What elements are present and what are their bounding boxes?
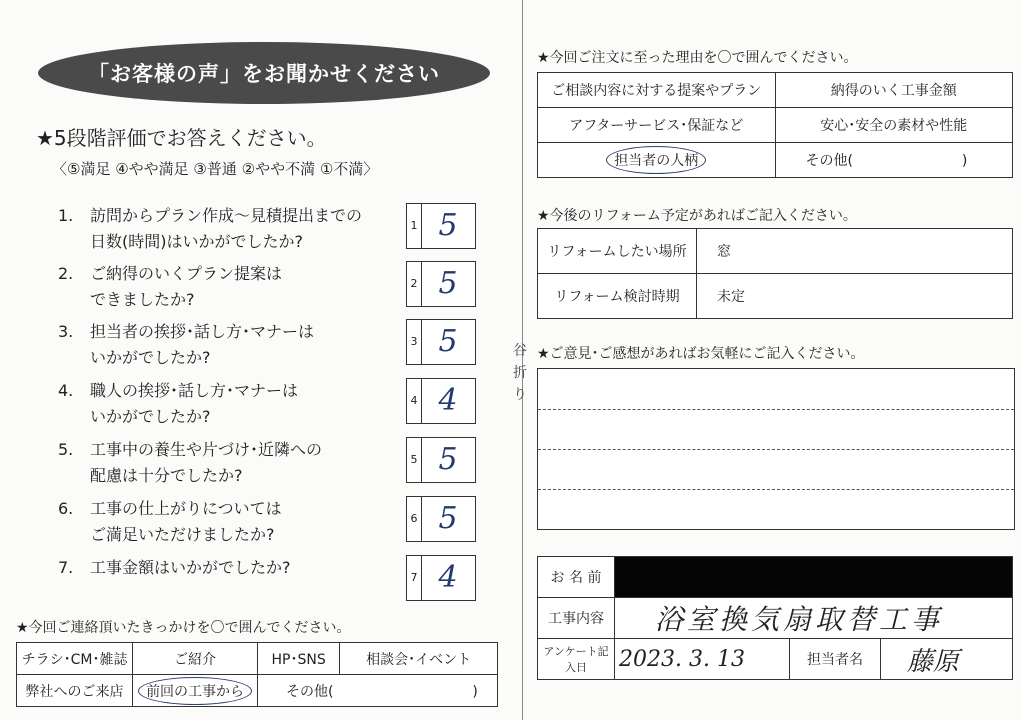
contact-option[interactable]: HP･SNS [258, 643, 340, 675]
comment-line [538, 489, 1014, 490]
contact-option-other[interactable] [258, 675, 498, 707]
fold-label: 谷 折 り [513, 343, 527, 403]
contact-heading: ★今回ご連絡頂いたきっかけを〇で囲んでください。 [16, 620, 351, 636]
score-value: 5 [438, 208, 458, 243]
contact-option[interactable]: 弊社へのご来店 [17, 675, 133, 707]
question-text: 配慮は十分でしたか? [90, 466, 243, 485]
question-text: 訪問からプラン作成～見積提出までの [90, 206, 363, 225]
score-value: 5 [438, 442, 458, 477]
plan-time-label: リフォーム検討時期 [538, 274, 697, 319]
name-redacted [615, 557, 1013, 598]
score-box-1[interactable] [406, 203, 476, 249]
question-text: ご納得のいくプラン提案は [90, 264, 283, 283]
score-value: 5 [438, 501, 458, 536]
question-number: 4. [58, 381, 74, 400]
reason-option[interactable]: ご相談内容に対する提案やプラン [538, 73, 776, 108]
date-label: アンケート記入日 [538, 639, 615, 680]
question-text: できましたか? [90, 290, 195, 309]
question-text: いかがでしたか? [90, 348, 211, 367]
score-box-2[interactable] [406, 261, 476, 307]
score-box-6[interactable] [406, 496, 476, 542]
selected-circle: 担当者の人柄 [606, 146, 706, 174]
staff-label: 担当者名 [790, 639, 881, 680]
comments-box[interactable] [537, 368, 1015, 530]
question-text: 担当者の挨拶･話し方･マナーは [90, 322, 315, 341]
rating-heading: ★5段階評価でお答えください。 [36, 126, 327, 150]
question-number: 5. [58, 440, 74, 459]
question-number: 2. [58, 264, 74, 283]
plan-time-value[interactable]: 未定 [697, 274, 1013, 319]
contact-option[interactable]: 相談会･イベント [340, 643, 498, 675]
question-text: 日数(時間)はいかがでしたか? [90, 232, 303, 251]
score-index: 6 [407, 497, 422, 541]
question-text: 工事の仕上がりについては [90, 499, 282, 518]
score-index: 7 [407, 556, 422, 600]
work-value[interactable]: 浴室換気扇取替工事 [615, 598, 1013, 639]
date-value[interactable]: 2023. 3. 13 [615, 639, 790, 680]
question-text: 工事金額はいかがでしたか? [90, 558, 291, 577]
reason-option[interactable]: アフターサービス･保証など [538, 108, 776, 143]
other-label: その他( [805, 153, 853, 169]
customer-info-table [537, 556, 1013, 680]
other-label: その他( [286, 683, 334, 700]
reason-heading: ★今回ご注文に至った理由を〇で囲んでください。 [537, 50, 858, 66]
comment-line [538, 449, 1014, 450]
score-box-4[interactable] [406, 378, 476, 424]
name-label: お 名 前 [538, 557, 615, 598]
score-value: 4 [438, 383, 458, 418]
plan-place-label: リフォームしたい場所 [538, 229, 697, 274]
score-box-7[interactable] [406, 555, 476, 601]
question-number: 1. [58, 206, 74, 225]
staff-value[interactable]: 藤原 [881, 639, 1013, 680]
plan-table [537, 228, 1013, 319]
reason-table [537, 72, 1013, 178]
score-box-3[interactable] [406, 319, 476, 365]
score-index: 5 [407, 438, 422, 482]
work-label: 工事内容 [538, 598, 615, 639]
question-text: いかがでしたか? [90, 407, 211, 426]
selected-circle: 前回の工事から [138, 677, 252, 705]
reason-option[interactable]: 安心･安全の素材や性能 [775, 108, 1013, 143]
score-index: 4 [407, 379, 422, 423]
score-index: 3 [407, 320, 422, 364]
reason-option[interactable]: 納得のいく工事金額 [775, 73, 1013, 108]
question-number: 7. [58, 558, 74, 577]
question-text: ご満足いただけましたか? [90, 525, 275, 544]
question-number: 3. [58, 322, 74, 341]
survey-title: 「お客様の声」をお聞かせください [38, 42, 490, 104]
question-text: 工事中の養生や片づけ･近隣への [90, 440, 323, 459]
question-text: 職人の挨拶･話し方･マナーは [90, 381, 299, 400]
plan-heading: ★今後のリフォーム予定があればご記入ください。 [537, 208, 857, 224]
contact-option[interactable]: チラシ･CM･雑誌 [17, 643, 133, 675]
contact-option-selected[interactable] [133, 675, 258, 707]
comment-line [538, 409, 1014, 410]
other-close: ) [961, 153, 968, 169]
score-value: 5 [438, 266, 458, 301]
reason-option-other[interactable] [775, 143, 1013, 178]
question-number: 6. [58, 499, 74, 518]
score-index: 1 [407, 204, 422, 248]
score-value: 4 [438, 560, 458, 595]
score-value: 5 [438, 324, 458, 359]
plan-place-value[interactable]: 窓 [697, 229, 1013, 274]
contact-option[interactable]: ご紹介 [133, 643, 258, 675]
score-index: 2 [407, 262, 422, 306]
contact-options-table [16, 642, 498, 707]
other-close: ) [472, 683, 478, 700]
reason-option-selected[interactable] [538, 143, 776, 178]
comments-heading: ★ご意見･ご感想があればお気軽にご記入ください。 [537, 346, 865, 362]
rating-scale-legend: 〈⑤満足 ④やや満足 ③普通 ②やや不満 ①不満〉 [52, 160, 379, 178]
score-box-5[interactable] [406, 437, 476, 483]
